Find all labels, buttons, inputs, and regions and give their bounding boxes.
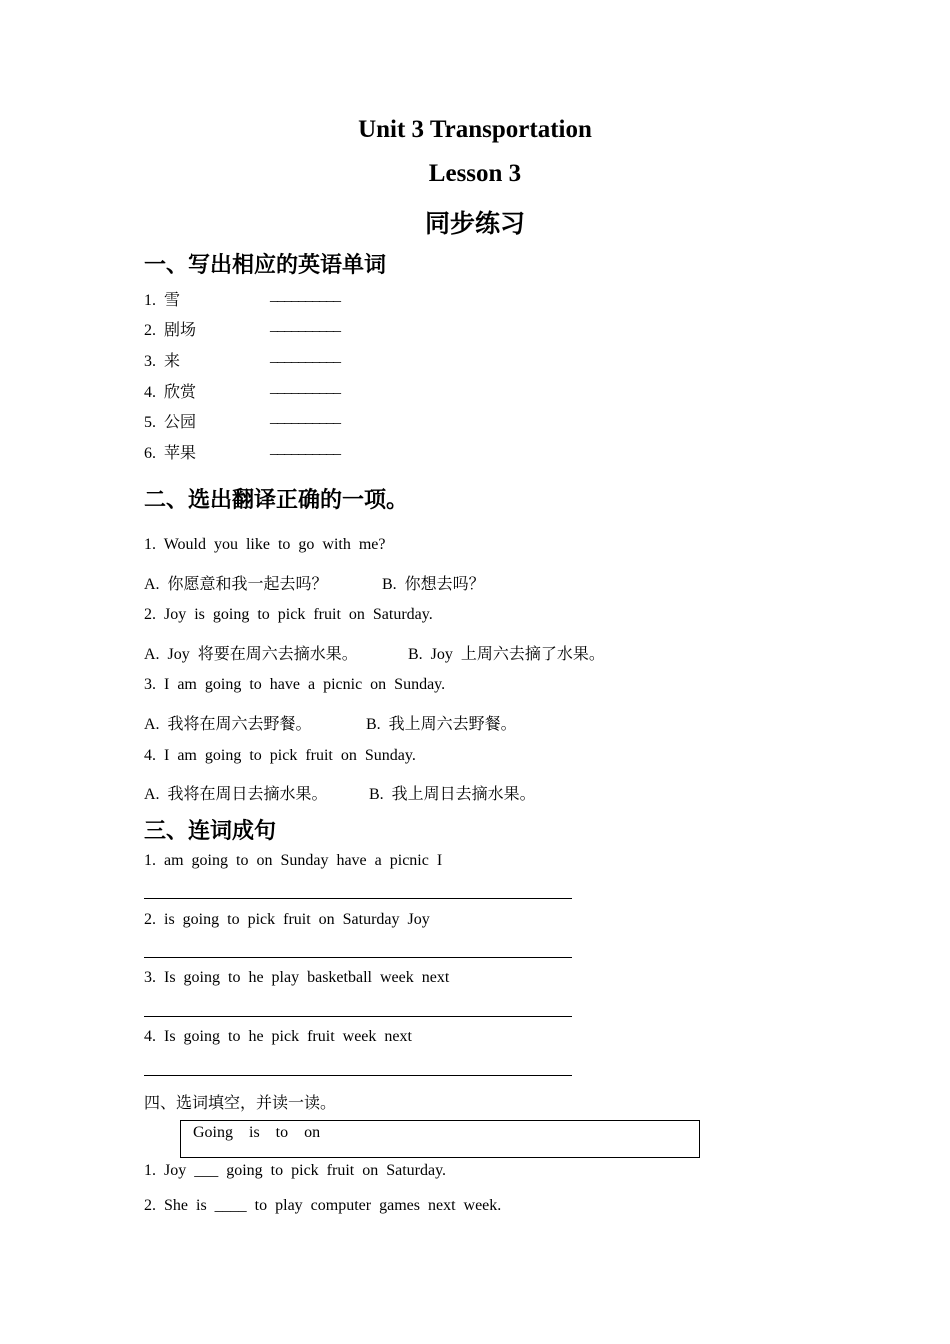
page-subtitle: 同步练习 (424, 209, 525, 238)
question-text: 3. I am going to have a picnic on Sunday. (144, 676, 446, 693)
answer-line (144, 1016, 572, 1017)
option-b: B. 我上周六去野餐。 (366, 716, 517, 733)
scrambled-sentence: 1. am going to on Sunday have a picnic I (144, 852, 443, 869)
question-text: 1. Would you like to go with me? (144, 536, 386, 553)
page-title: Unit 3 Transportation (358, 116, 592, 143)
answer-line (144, 957, 572, 958)
fill-in-sentence: 1. Joy ___ going to pick fruit on Saturday. (144, 1162, 447, 1179)
scrambled-sentence: 2. is going to pick fruit on Saturday Joy (144, 911, 430, 928)
option-a: A. 我将在周日去摘水果。 (144, 786, 328, 803)
option-b: B. 我上周日去摘水果。 (369, 786, 536, 803)
section2-heading: 二、选出翻译正确的一项。 (144, 488, 409, 513)
option-b: B. Joy 上周六去摘了水果。 (408, 646, 605, 663)
scrambled-sentence: 4. Is going to he pick fruit week next (144, 1028, 412, 1045)
lesson-title: Lesson 3 (428, 160, 522, 187)
answer-blank: __________ (270, 440, 340, 457)
answer-blank: __________ (270, 317, 340, 334)
option-a: A. 我将在周六去野餐。 (144, 716, 312, 733)
option-a: A. Joy 将要在周六去摘水果。 (144, 646, 358, 663)
section1-heading: 一、写出相应的英语单词 (144, 253, 387, 278)
answer-line (144, 898, 572, 899)
option-b: B. 你想去吗？ (382, 576, 485, 593)
answer-blank: __________ (270, 287, 340, 304)
word-bank-text: Going is to on (193, 1124, 321, 1141)
question-text: 2. Joy is going to pick fruit on Saturday. (144, 606, 433, 623)
answer-line (144, 1075, 572, 1076)
section4-heading: 四、选词填空，并读一读。 (144, 1095, 337, 1112)
vocab-item: 2. 剧场 (144, 322, 197, 339)
vocab-item: 1. 雪 (144, 292, 181, 309)
vocab-item: 4. 欣赏 (144, 384, 197, 401)
vocab-item: 6. 苹果 (144, 445, 197, 462)
vocab-item: 3. 来 (144, 353, 181, 370)
section3-heading: 三、连词成句 (144, 819, 277, 844)
question-text: 4. I am going to pick fruit on Sunday. (144, 747, 416, 764)
option-a: A. 你愿意和我一起去吗？ (144, 576, 328, 593)
word-bank-box (180, 1120, 700, 1158)
fill-in-sentence: 2. She is ____ to play computer games next week. (144, 1197, 502, 1214)
answer-blank: __________ (270, 409, 340, 426)
answer-blank: __________ (270, 348, 340, 365)
scrambled-sentence: 3. Is going to he play basketball week next (144, 969, 450, 986)
answer-blank: __________ (270, 379, 340, 396)
vocab-item: 5. 公园 (144, 414, 197, 431)
